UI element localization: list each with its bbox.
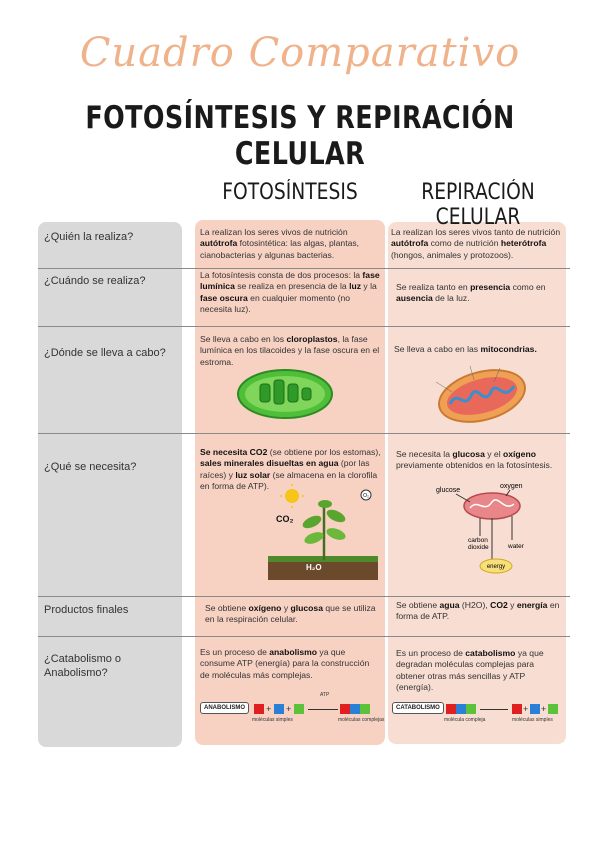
- chloroplast-illustration: [236, 368, 334, 420]
- sun-icon: [285, 489, 299, 503]
- blue-molecule: [350, 704, 360, 714]
- plus-sign: +: [286, 704, 292, 714]
- row-label-donde: ¿Dónde se lleva a cabo?: [44, 347, 166, 359]
- dioxide-label: dioxide: [468, 544, 489, 551]
- green-molecule: [548, 704, 558, 714]
- blue-molecule: [530, 704, 540, 714]
- main-title: FOTOSÍNTESIS Y REPIRACIÓN CELULAR: [85, 100, 515, 172]
- cell-foto-productos: Se obtiene oxígeno y glucosa que se utiliza en la respiración celular.: [205, 603, 376, 625]
- red-molecule: [340, 704, 350, 714]
- red-molecule: [446, 704, 456, 714]
- cell-foto-catabolismo: Es un proceso de anabolismo ya que consume ATP (energía) para la construcción de moléculas más complejas.: [200, 647, 370, 680]
- plus-sign: +: [266, 704, 272, 714]
- carbon-label: carbon: [468, 537, 488, 544]
- cell-resp-productos: Se obtiene agua (H2O), CO2 y energía en forma de ATP.: [396, 600, 560, 622]
- complex-molecule-label: molécula compleja: [444, 717, 486, 723]
- cell-resp-que: Se necesita la glucosa y el oxígeno previamente obtenidos en la fotosíntesis.: [396, 449, 553, 471]
- row-label-que: ¿Qué se necesita?: [44, 461, 137, 473]
- cell-foto-que: Se necesita CO2 (se obtiene por los estomas), sales minerales disueltas en agua (por las raíces) y luz solar (se almacena en la clorofila en forma de ATP).: [200, 447, 381, 492]
- script-title: Cuadro Comparativo: [79, 30, 521, 76]
- cell-resp-quien: La realizan los seres vivos tanto de nutrición autótrofa como de nutrición heterótrofa (hongos, animales y protozoos).: [391, 227, 561, 260]
- red-molecule: [512, 704, 522, 714]
- column-header-fotosintesis: FOTOSÍNTESIS: [222, 180, 358, 205]
- row-label-quien: ¿Quién la realiza?: [44, 231, 134, 243]
- anabolism-diagram: [200, 692, 385, 732]
- energy-label: energy: [486, 564, 506, 570]
- catabolism-diagram: [392, 692, 567, 732]
- glucose-label: glucose: [436, 487, 461, 494]
- row-divider: [38, 636, 570, 637]
- oxygen-label: oxygen: [500, 483, 523, 490]
- row-label-catabolismo: ¿Catabolismo o Anabolismo?: [44, 653, 122, 679]
- h2o-label: H₂O: [306, 563, 322, 572]
- row-label-productos: Productos finales: [44, 604, 129, 616]
- catabolismo-chip: CATABOLISMO: [392, 702, 444, 714]
- mitochondria-illustration: [430, 360, 530, 428]
- simple-molecules-label: moléculas simples: [512, 717, 553, 723]
- row-divider: [38, 433, 570, 434]
- cell-resp-donde: Se lleva a cabo en las mitocondrias.: [394, 344, 537, 354]
- column-header-respiracion: REPIRACIÓN CELULAR: [421, 180, 535, 230]
- plus-sign: +: [523, 704, 529, 714]
- blue-molecule: [456, 704, 466, 714]
- row-divider: [38, 268, 570, 269]
- plant-illustration: [268, 482, 378, 580]
- co2-label: CO₂: [276, 514, 294, 524]
- row-label-cuando: ¿Cuándo se realiza?: [44, 275, 146, 287]
- cell-foto-quien: La realizan los seres vivos de nutrición autótrofa fotosintética: las algas, plantas, cianobacterias y algunas bacterias.: [200, 227, 360, 260]
- green-molecule: [294, 704, 304, 714]
- cell-foto-donde: Se lleva a cabo en los cloroplastos, la fase lumínica en los tilacoides y la fase oscura en el estroma.: [200, 334, 380, 367]
- blue-molecule: [274, 704, 284, 714]
- row-divider: [38, 596, 570, 597]
- red-molecule: [254, 704, 264, 714]
- plus-sign: +: [541, 704, 547, 714]
- water-label: water: [508, 543, 524, 550]
- atp-label: ATP: [320, 692, 330, 698]
- reaction-arrow: [480, 709, 508, 710]
- cell-resp-catabolismo: Es un proceso de catabolismo ya que degradan moléculas complejas para obtener otras más sencillas y ATP (energía).: [396, 648, 544, 693]
- o2-label: O₂: [363, 493, 369, 499]
- reaction-arrow: [308, 709, 338, 710]
- respiration-diagram: [430, 478, 550, 576]
- cell-foto-cuando: La fotosíntesis consta de dos procesos: la fase lumínica se realiza en presencia de la luz y la fase oscura en cualquier momento (no necesita luz).: [200, 270, 380, 315]
- anabolismo-chip: ANABOLISMO: [200, 702, 249, 714]
- simple-molecules-label: moléculas simples: [252, 717, 293, 723]
- green-molecule: [360, 704, 370, 714]
- row-divider: [38, 326, 570, 327]
- complex-molecules-label: moléculas complejas: [338, 717, 385, 723]
- green-molecule: [466, 704, 476, 714]
- cell-resp-cuando: Se realiza tanto en presencia como en ausencia de la luz.: [396, 282, 546, 304]
